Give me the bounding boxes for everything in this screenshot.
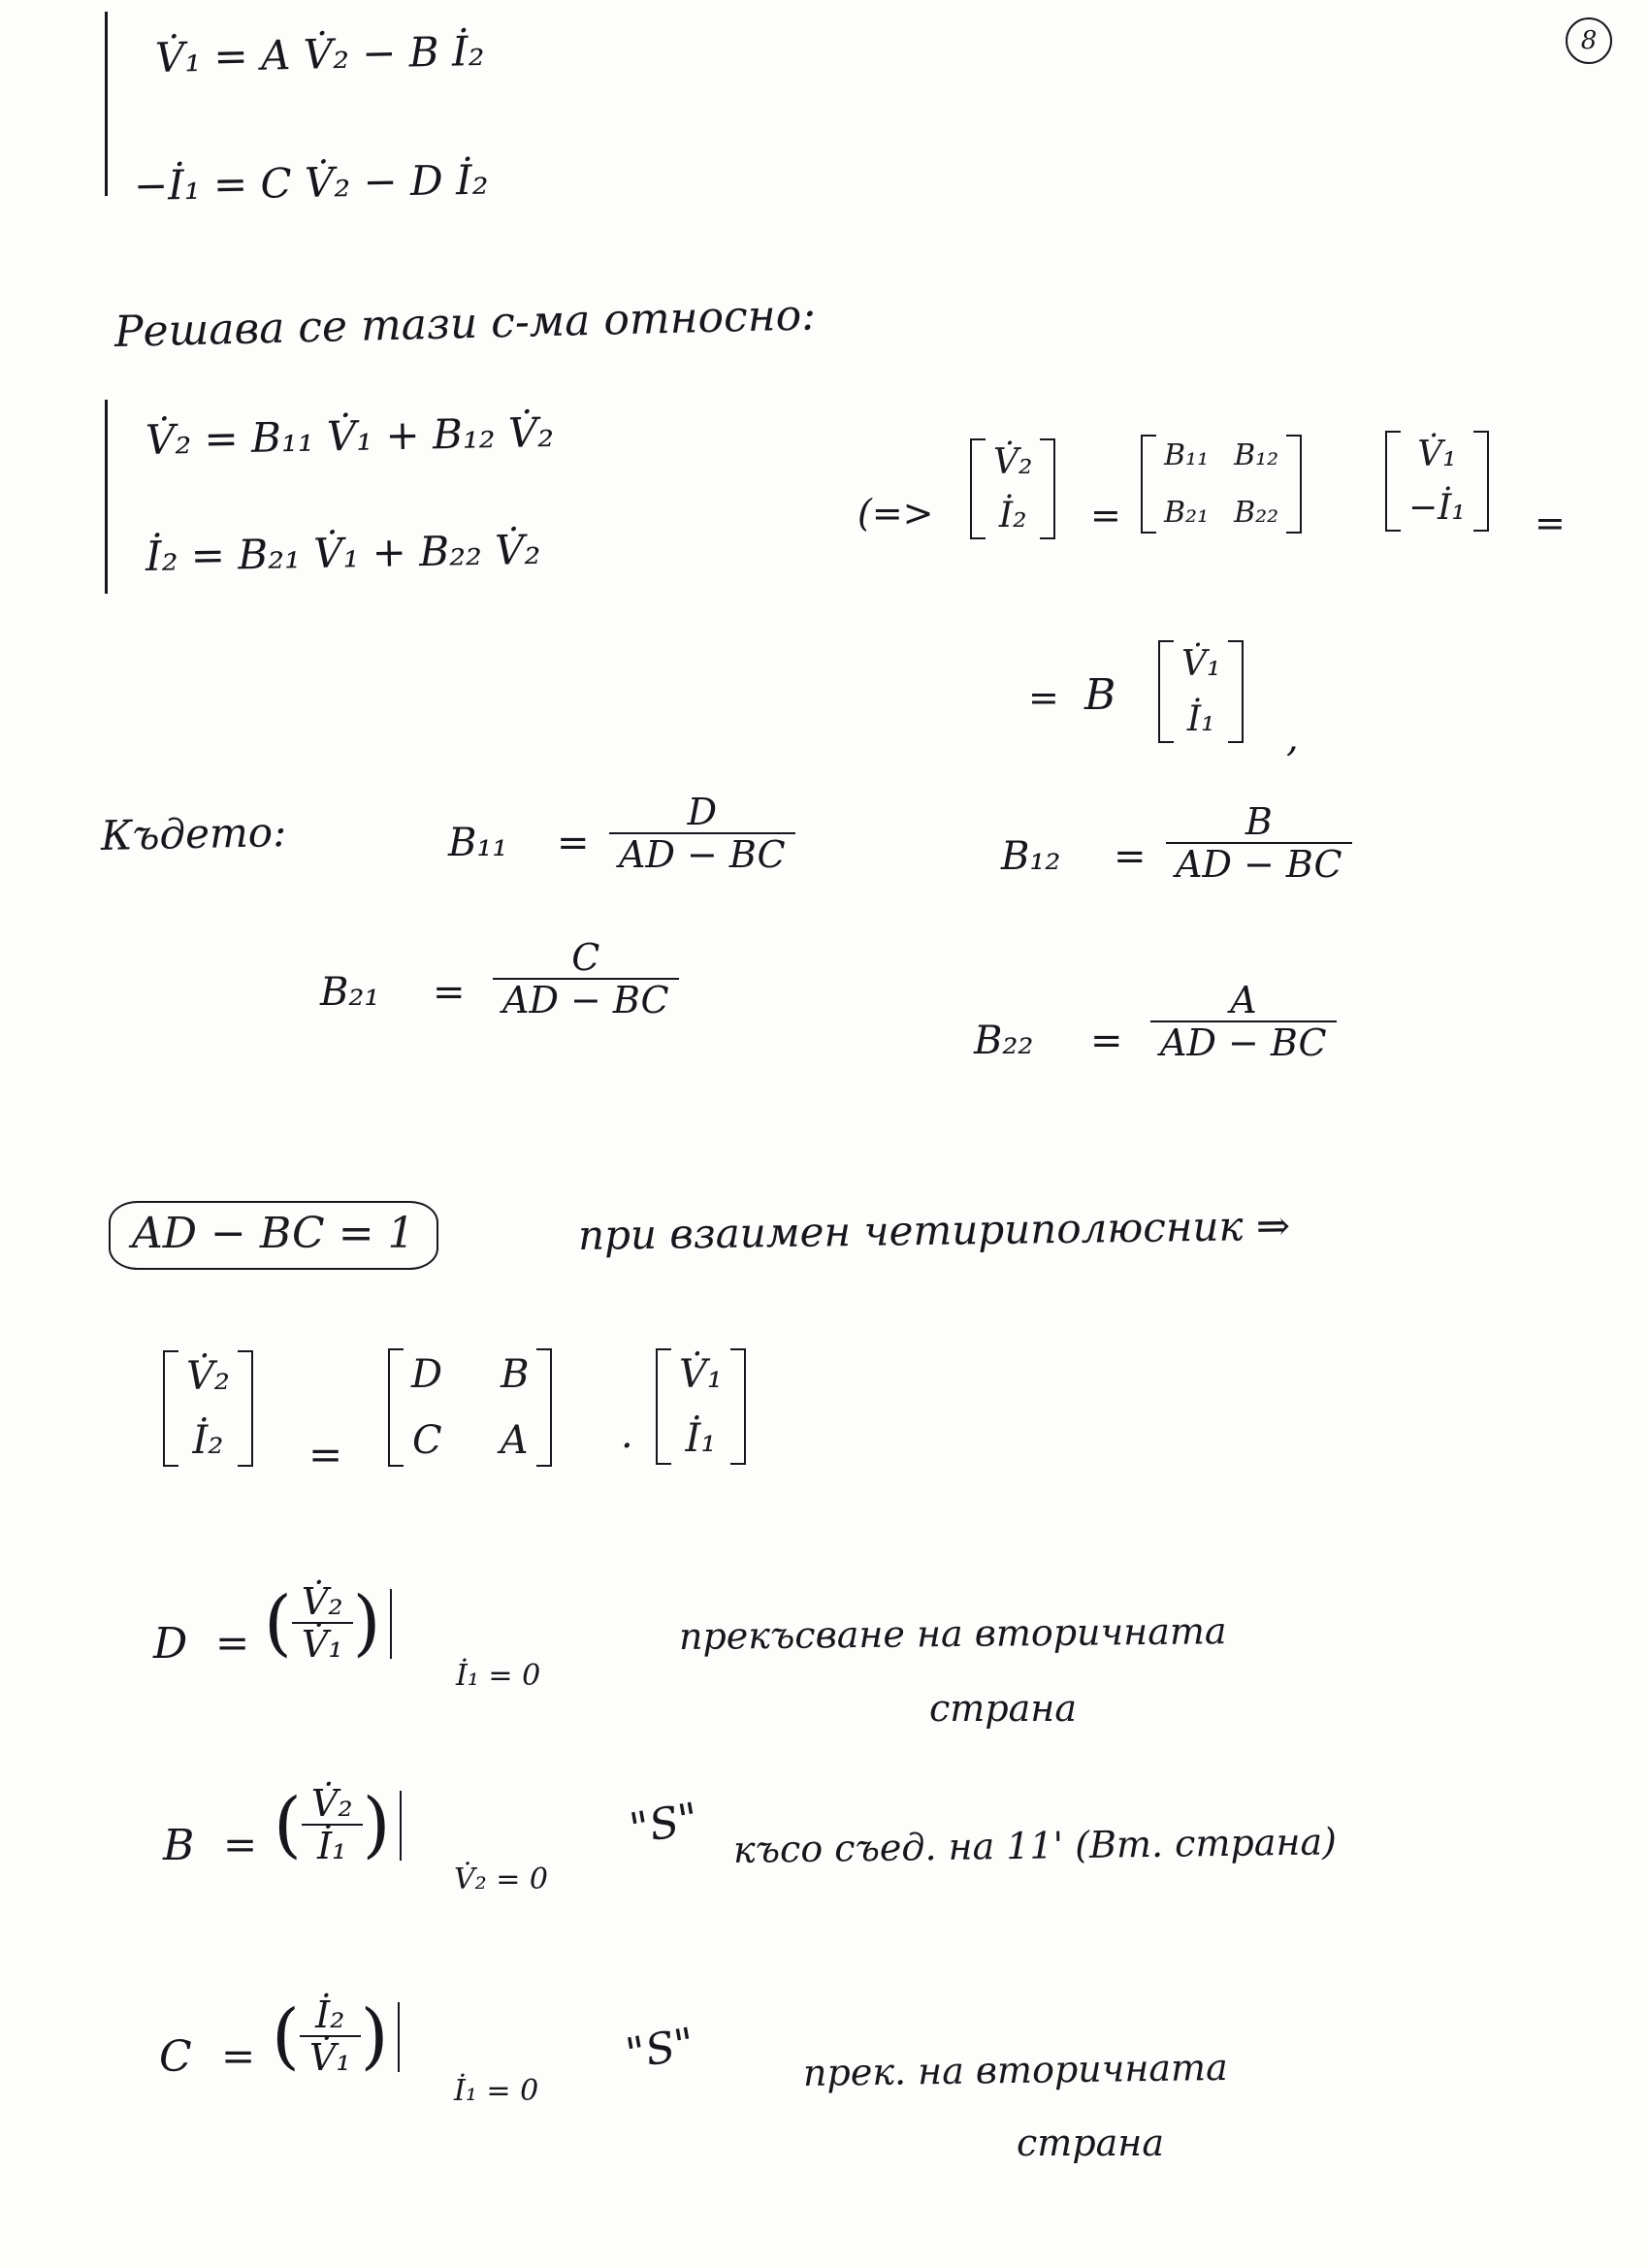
- definition-C-equals: =: [221, 2032, 256, 2080]
- identity-expression: AD − BC = 1: [132, 1209, 415, 1258]
- fraction-numerator: D: [687, 791, 718, 833]
- coefficient-b11-fraction: [609, 791, 795, 876]
- identity-box: [109, 1201, 438, 1270]
- fraction-numerator: V̇₂: [301, 1580, 343, 1623]
- definition-C-ratio: [272, 1993, 409, 2079]
- matrix-cell: V̇₁: [679, 1352, 723, 1397]
- bracket-right: [1040, 438, 1055, 539]
- evaluation-bar: [398, 2002, 400, 2072]
- coefficient-b11-equals: =: [557, 821, 590, 865]
- system-mid-line-2: İ₂ = B₂₁ V̇₁ + B₂₂ V̇₂: [145, 525, 541, 580]
- matrix-lhs-3: [163, 1350, 253, 1467]
- bracket-left: [1158, 640, 1174, 743]
- bracket-right: [1228, 640, 1244, 743]
- definition-B-equals: =: [223, 1821, 258, 1868]
- matrix-cells: [1174, 640, 1228, 743]
- paren-left: (: [274, 1783, 302, 1867]
- matrix-cell: D: [411, 1352, 443, 1397]
- system-brace-top: [105, 12, 108, 196]
- system-top-line-1: V̇₁ = A V̇₂ − B İ₂: [154, 26, 485, 81]
- matrix-cells: [404, 1348, 536, 1467]
- fraction-denominator: AD − BC: [493, 978, 679, 1021]
- equals-sign-3: =: [308, 1431, 343, 1478]
- bracket-left: [1385, 431, 1401, 532]
- matrix-cells: [1401, 431, 1473, 532]
- fraction-denominator: V̇₁: [292, 1622, 353, 1665]
- paren-right: ): [362, 1783, 391, 1867]
- fraction-numerator: V̇₂: [310, 1782, 353, 1825]
- bracket-left: [163, 1350, 178, 1467]
- definition-D-annotation-1: прекъсване на вторичната: [678, 1609, 1227, 1658]
- definition-C-annotation-1: прек. на вторичната: [802, 2045, 1229, 2094]
- definition-B-ratio: [274, 1782, 411, 1867]
- definition-C-symbol: C: [159, 2032, 192, 2082]
- dot-operator: ·: [621, 1424, 633, 1469]
- matrix-rhs-3: [656, 1348, 746, 1465]
- matrix-cells: [1156, 435, 1286, 534]
- bracket-left: [388, 1348, 404, 1467]
- matrix-cell: A: [500, 1418, 529, 1463]
- bracket-right: [536, 1348, 552, 1467]
- matrix-symbol-B: B: [1084, 670, 1116, 720]
- definition-C-annotation-2: страна: [1017, 2122, 1164, 2164]
- coefficient-b12-equals: =: [1114, 834, 1147, 879]
- equals-sign-2: =: [1028, 676, 1059, 719]
- coefficient-b22-fraction: [1150, 979, 1337, 1064]
- coefficient-b21-name: B₂₁: [320, 970, 380, 1015]
- matrix-vector-2: [1158, 640, 1244, 743]
- matrix-coeff-B: [1141, 435, 1302, 534]
- matrix-rhs-1: [1385, 431, 1489, 532]
- where-label: Където:: [100, 808, 287, 859]
- fraction-denominator: AD − BC: [1150, 1021, 1337, 1063]
- definition-C-mark: "S": [622, 2019, 698, 2080]
- equals-sign-trailing: =: [1535, 502, 1566, 544]
- bracket-right: [730, 1348, 746, 1465]
- matrix-cell: −İ₁: [1408, 488, 1466, 528]
- bracket-right: [1473, 431, 1489, 532]
- definition-D-equals: =: [215, 1619, 250, 1667]
- matrix-cell: B₂₂: [1234, 496, 1279, 530]
- evaluation-bar: [390, 1589, 392, 1659]
- paren-right: ): [352, 1581, 381, 1666]
- matrix-cell: V̇₁: [1181, 644, 1221, 684]
- coefficient-b21-equals: =: [433, 970, 466, 1015]
- paren-left: (: [272, 1994, 300, 2079]
- bracket-left: [656, 1348, 671, 1465]
- matrix-cells: [671, 1348, 730, 1465]
- fraction-denominator: V̇₁: [300, 2035, 361, 2078]
- definition-C-condition: İ₁ = 0: [454, 2074, 539, 2108]
- matrix-cells: [986, 438, 1040, 539]
- bracket-left: [970, 438, 986, 539]
- matrix-cells: [178, 1350, 238, 1467]
- system-mid-line-1: V̇₂ = B₁₁ V̇₁ + B₁₂ V̇₂: [145, 407, 555, 464]
- bracket-left: [1141, 435, 1156, 534]
- definition-B-condition: V̇₂ = 0: [454, 1863, 548, 1896]
- definition-D-condition: İ₁ = 0: [456, 1659, 541, 1693]
- matrix-cell: C: [411, 1418, 442, 1463]
- fraction-denominator: AD − BC: [1166, 842, 1352, 885]
- fraction-denominator: AD − BC: [609, 832, 795, 875]
- fraction-denominator: İ₁: [302, 1824, 363, 1866]
- definition-B-annotation-1: късо съед. на 11' (Вт. страна): [732, 1820, 1338, 1871]
- definition-D-annotation-2: страна: [929, 1687, 1077, 1730]
- matrix-cell: V̇₁: [1417, 435, 1457, 474]
- matrix-cell: B₁₁: [1164, 438, 1210, 472]
- matrix-lhs-1: [970, 438, 1055, 539]
- coefficient-b12-name: B₁₂: [1001, 834, 1061, 879]
- coefficient-b12-fraction: [1166, 800, 1352, 886]
- coefficient-b11-name: B₁₁: [448, 821, 508, 865]
- paren-right: ): [360, 1994, 389, 2079]
- system-brace-mid: [105, 400, 108, 594]
- definition-D-symbol: D: [153, 1619, 188, 1669]
- system-top-line-2: −İ₁ = C V̇₂ − D İ₂: [133, 155, 489, 210]
- bracket-right: [1286, 435, 1302, 534]
- paren-left: (: [264, 1581, 292, 1666]
- matrix-cell: İ₂: [998, 496, 1027, 535]
- page-number: 8: [1566, 17, 1612, 64]
- equals-sign-1: =: [1090, 494, 1121, 536]
- coefficient-b21-fraction: [493, 936, 679, 1021]
- reciprocal-note: при взаимен четириполюсник ⇒: [577, 1201, 1291, 1259]
- definition-D-ratio: [264, 1580, 402, 1666]
- coefficient-b22-name: B₂₂: [974, 1019, 1034, 1063]
- matrix-cell: B₁₂: [1234, 438, 1279, 472]
- fraction-numerator: A: [1230, 979, 1257, 1021]
- fraction-numerator: İ₂: [315, 1993, 345, 2036]
- bracket-right: [238, 1350, 253, 1467]
- definition-B-symbol: B: [163, 1821, 195, 1870]
- matrix-cell: İ₂: [192, 1418, 224, 1463]
- coefficient-b22-equals: =: [1090, 1019, 1123, 1063]
- definition-B-mark: "S": [626, 1794, 702, 1855]
- solve-note: Решава се тази с-ма относно:: [113, 290, 817, 357]
- evaluation-bar: [400, 1791, 402, 1861]
- fraction-numerator: B: [1245, 800, 1273, 843]
- fraction-numerator: C: [571, 936, 600, 979]
- matrix-cell: V̇₂: [993, 442, 1033, 482]
- matrix-cell: İ₁: [685, 1416, 717, 1461]
- matrix-cell: İ₁: [1186, 699, 1215, 739]
- implies-symbol: (=>: [857, 492, 934, 535]
- comma-after-vector: ,: [1286, 716, 1299, 761]
- matrix-cell: B₂₁: [1164, 496, 1210, 530]
- matrix-cell: V̇₂: [186, 1354, 230, 1399]
- matrix-cell: B: [501, 1352, 530, 1397]
- matrix-DB-CA: [388, 1348, 552, 1467]
